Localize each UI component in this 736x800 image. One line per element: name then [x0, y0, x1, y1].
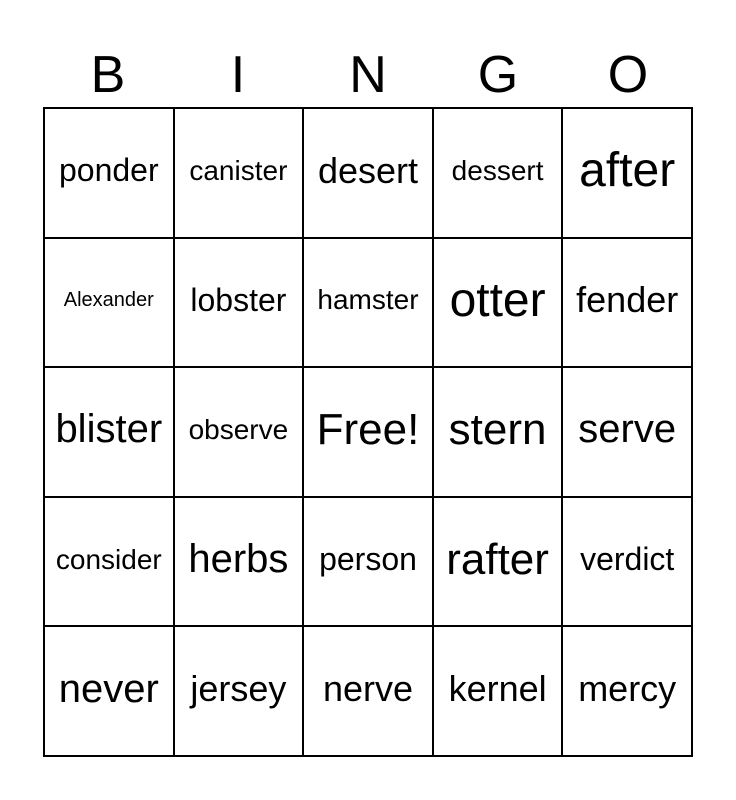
bingo-cell[interactable]: mercy: [562, 626, 692, 756]
bingo-cell[interactable]: desert: [303, 108, 433, 238]
bingo-cell[interactable]: observe: [174, 367, 304, 497]
bingo-header: [43, 44, 693, 106]
header-letter-g: G: [477, 46, 519, 104]
bingo-cell[interactable]: fender: [562, 238, 692, 368]
bingo-cell[interactable]: kernel: [433, 626, 563, 756]
free-space-cell[interactable]: Free!: [303, 367, 433, 497]
header-letter-i: I: [230, 46, 246, 104]
bingo-cell[interactable]: otter: [433, 238, 563, 368]
bingo-cell[interactable]: verdict: [562, 497, 692, 627]
bingo-cell[interactable]: jersey: [174, 626, 304, 756]
bingo-cell[interactable]: rafter: [433, 497, 563, 627]
bingo-board: [43, 107, 693, 757]
bingo-cell[interactable]: consider: [44, 497, 174, 627]
header-letter-o: O: [607, 46, 649, 104]
bingo-cell[interactable]: lobster: [174, 238, 304, 368]
bingo-cell[interactable]: herbs: [174, 497, 304, 627]
bingo-cell[interactable]: person: [303, 497, 433, 627]
bingo-cell[interactable]: blister: [44, 367, 174, 497]
bingo-cell[interactable]: serve: [562, 367, 692, 497]
bingo-cell[interactable]: ponder: [44, 108, 174, 238]
bingo-cell[interactable]: hamster: [303, 238, 433, 368]
header-letter-b: B: [90, 46, 126, 104]
bingo-cell[interactable]: Alexander: [44, 238, 174, 368]
bingo-cell[interactable]: never: [44, 626, 174, 756]
bingo-cell[interactable]: nerve: [303, 626, 433, 756]
bingo-cell[interactable]: canister: [174, 108, 304, 238]
bingo-cell[interactable]: after: [562, 108, 692, 238]
header-letter-n: N: [349, 46, 387, 104]
bingo-cell[interactable]: stern: [433, 367, 563, 497]
bingo-cell[interactable]: dessert: [433, 108, 563, 238]
